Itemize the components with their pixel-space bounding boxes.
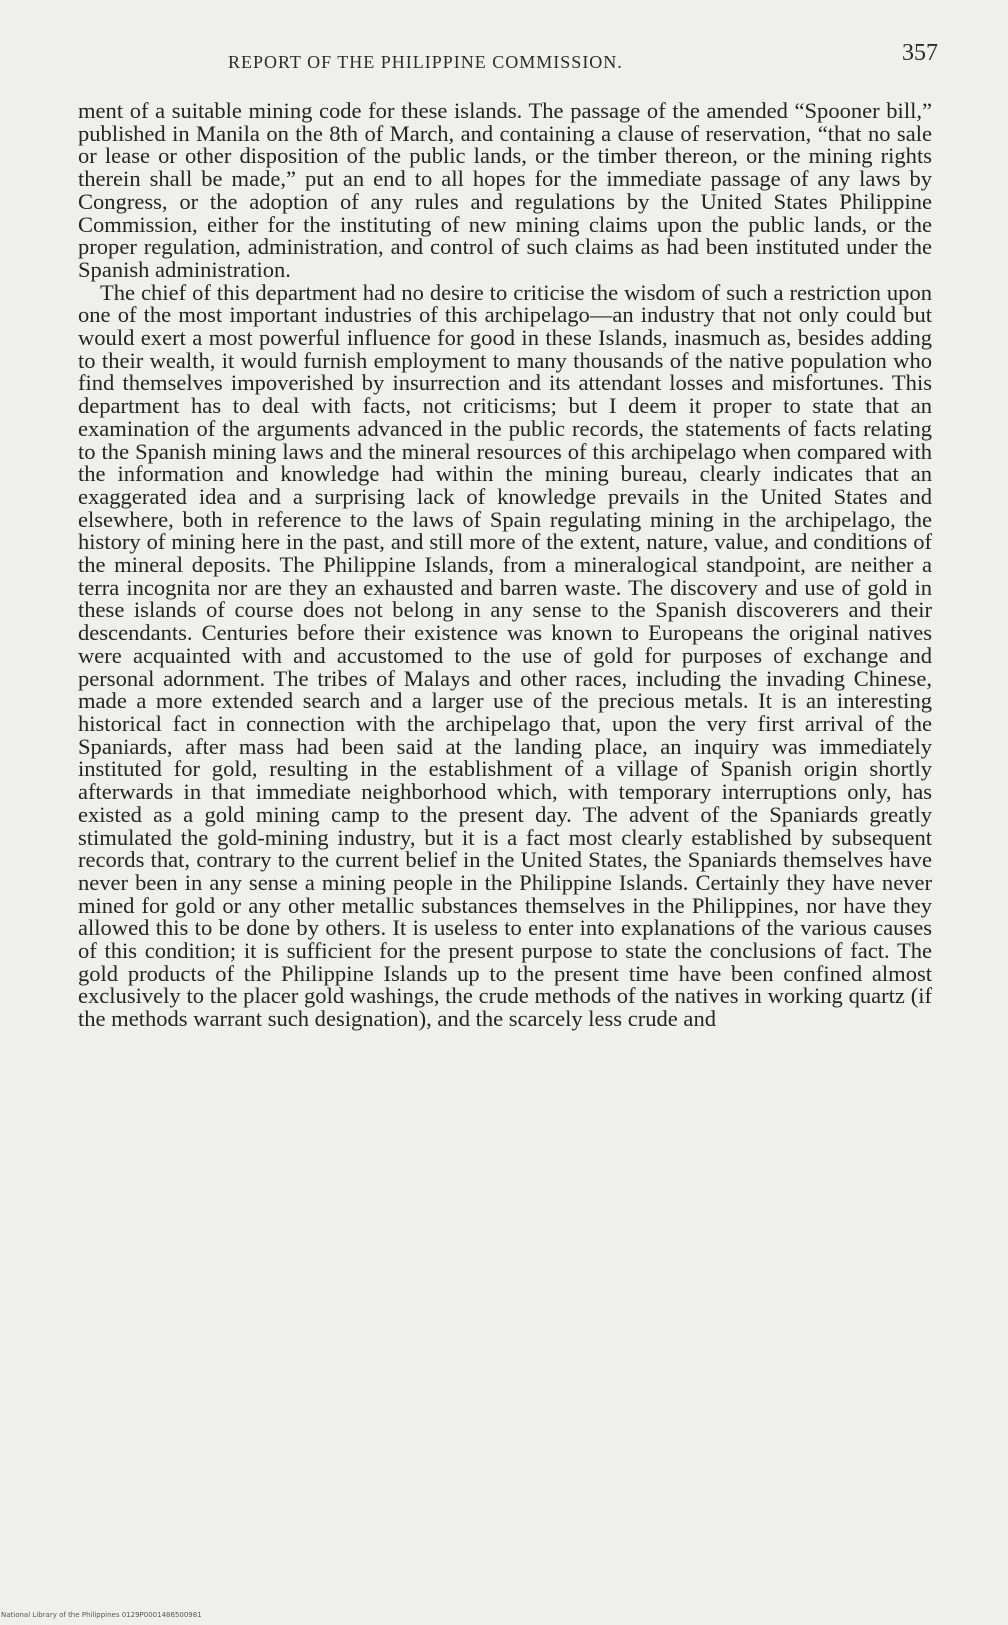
body-text <box>78 100 932 1540</box>
page-number: 357 <box>902 40 938 66</box>
paragraph-1: ment of a suitable mining code for these islands. The passage of the amended “Spooner bill,” published in Manila on the 8th of March, and containing a clause of reservation, “that no sale or lease or other disposition of the public lands, or the timber thereon, or the mining rights therein shall be made,” put an end to all hopes for the immediate passage of any laws by Congress, or the adoption of any rules and regulations by the United States Philippine Commission, either for the instituting of new mining claims upon the public lands, or the proper regulation, administration, and control of such claims as had been instituted under the Spanish administration. <box>78 98 932 282</box>
scan-credit: National Library of the Philippines 0129P0001486500981 <box>1 1611 202 1619</box>
paragraph-2: The chief of this department had no desire to criticise the wisdom of such a restriction upon one of the most important industries of this archipelago—an industry that not only could but would exert a most powerful influence for good in these Islands, inasmuch as, besides adding to their wealth, it would furnish employment to many thousands of the native population who find themselves impoverished by insurrection and its attendant losses and misfortunes. This department has to deal with facts, not criticisms; but I deem it proper to state that an examination of the arguments advanced in the public records, the statements of facts relating to the Spanish mining laws and the mineral resources of this archipelago when compared with the information and knowledge had within the mining bureau, clearly indicates that an exaggerated idea and a surprising lack of knowledge prevails in the United States and elsewhere, both in reference to the laws of Spain regulating mining in the archipelago, the history of mining here in the past, and still more of the extent, nature, value, and conditions of the mineral deposits. The Philippine Islands, from a mineralogical standpoint, are neither a terra incognita nor are they an exhausted and barren waste. The discovery and use of gold in these islands of course does not belong in any sense to the Spanish discoverers and their descendants. Centuries before their existence was known to Europeans the original natives were acquainted with and accustomed to the use of gold for purposes of exchange and personal adornment. The tribes of Malays and other races, including the invading Chinese, made a more extended search and a larger use of the precious metals. It is an interesting historical fact in connection with the archipelago that, upon the very first arrival of the Spaniards, after mass had been said at the landing place, an inquiry was immediately instituted for gold, resulting in the establishment of a village of Spanish origin shortly afterwards in that immediate neighborhood which, with temporary interruptions only, has existed as a gold mining camp to the present day. The advent of the Spaniards greatly stimulated the gold-mining industry, but it is a fact most clearly established by subsequent records that, contrary to the current belief in the United States, the Spaniards themselves have never been in any sense a mining people in the Philippine Islands. Certainly they have never mined for gold or any other metallic substances themselves in the Philippines, nor have they allowed this to be done by others. It is useless to enter into explanations of the various causes of this condition; it is sufficient for the present purpose to state the conclusions of fact. The gold products of the Philippine Islands up to the present time have been confined almost exclusively to the placer gold washings, the crude methods of the natives in working quartz (if the methods warrant such designation), and the scarcely less crude and <box>78 279 932 1032</box>
running-title: REPORT OF THE PHILIPPINE COMMISSION. <box>228 52 623 72</box>
